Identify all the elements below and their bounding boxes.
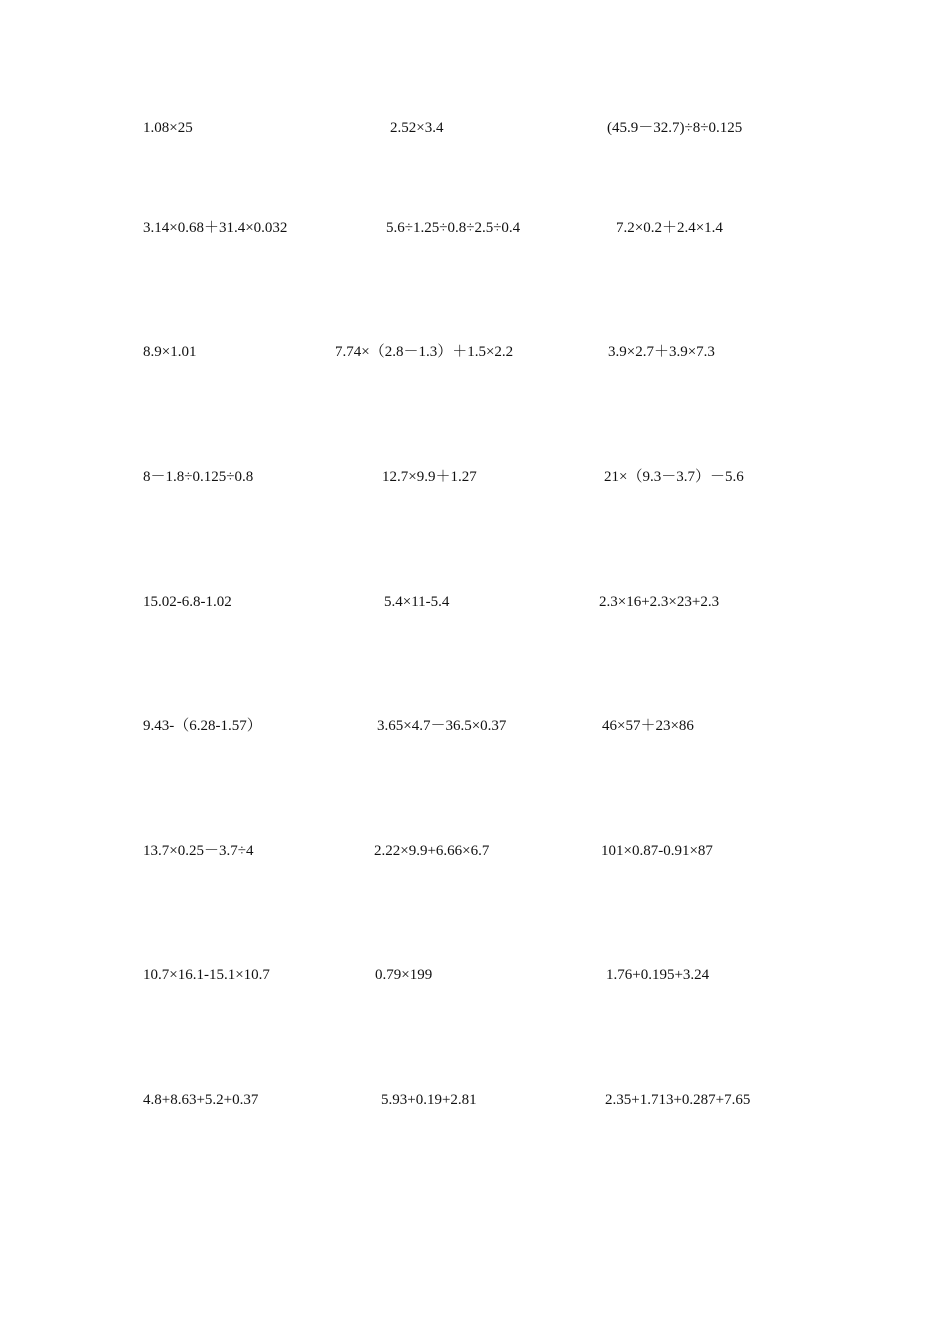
problem-9-1: 4.8+8.63+5.2+0.37 bbox=[143, 1092, 259, 1108]
problem-2-1: 3.14×0.68＋31.4×0.032 bbox=[143, 220, 288, 236]
problem-7-3: 101×0.87-0.91×87 bbox=[601, 843, 713, 859]
problem-6-1: 9.43-（6.28-1.57） bbox=[143, 718, 262, 734]
problem-row-2 bbox=[0, 216, 950, 240]
problem-9-3: 2.35+1.713+0.287+7.65 bbox=[605, 1092, 751, 1108]
problem-1-1: 1.08×25 bbox=[143, 120, 193, 136]
problem-8-2: 0.79×199 bbox=[375, 967, 433, 983]
problem-5-2: 5.4×11-5.4 bbox=[384, 594, 450, 610]
problem-3-3: 3.9×2.7＋3.9×7.3 bbox=[608, 344, 715, 360]
problem-9-2: 5.93+0.19+2.81 bbox=[381, 1092, 477, 1108]
problem-4-1: 8－1.8÷0.125÷0.8 bbox=[143, 469, 254, 485]
problem-1-2: 2.52×3.4 bbox=[390, 120, 444, 136]
problem-7-2: 2.22×9.9+6.66×6.7 bbox=[374, 843, 490, 859]
problem-2-3: 7.2×0.2＋2.4×1.4 bbox=[616, 220, 723, 236]
problem-row-5 bbox=[0, 590, 950, 614]
problem-row-3 bbox=[0, 340, 950, 364]
problem-4-3: 21×（9.3－3.7）－5.6 bbox=[604, 469, 744, 485]
problem-5-3: 2.3×16+2.3×23+2.3 bbox=[599, 594, 720, 610]
problem-1-3: (45.9－32.7)÷8÷0.125 bbox=[607, 120, 743, 136]
problem-8-3: 1.76+0.195+3.24 bbox=[606, 967, 710, 983]
problem-row-8 bbox=[0, 963, 950, 987]
problem-3-2: 7.74×（2.8－1.3）＋1.5×2.2 bbox=[335, 344, 514, 360]
problem-4-2: 12.7×9.9＋1.27 bbox=[382, 469, 477, 485]
problem-2-2: 5.6÷1.25÷0.8÷2.5÷0.4 bbox=[386, 220, 521, 236]
problem-row-9 bbox=[0, 1088, 950, 1112]
problem-row-4 bbox=[0, 465, 950, 489]
problem-row-1 bbox=[0, 116, 950, 140]
problem-6-3: 46×57＋23×86 bbox=[602, 718, 694, 734]
problem-8-1: 10.7×16.1-15.1×10.7 bbox=[143, 967, 270, 983]
problem-3-1: 8.9×1.01 bbox=[143, 344, 197, 360]
problem-7-1: 13.7×0.25－3.7÷4 bbox=[143, 843, 254, 859]
problem-6-2: 3.65×4.7－36.5×0.37 bbox=[377, 718, 507, 734]
problem-5-1: 15.02-6.8-1.02 bbox=[143, 594, 232, 610]
problem-row-6 bbox=[0, 714, 950, 738]
problem-row-7 bbox=[0, 839, 950, 863]
